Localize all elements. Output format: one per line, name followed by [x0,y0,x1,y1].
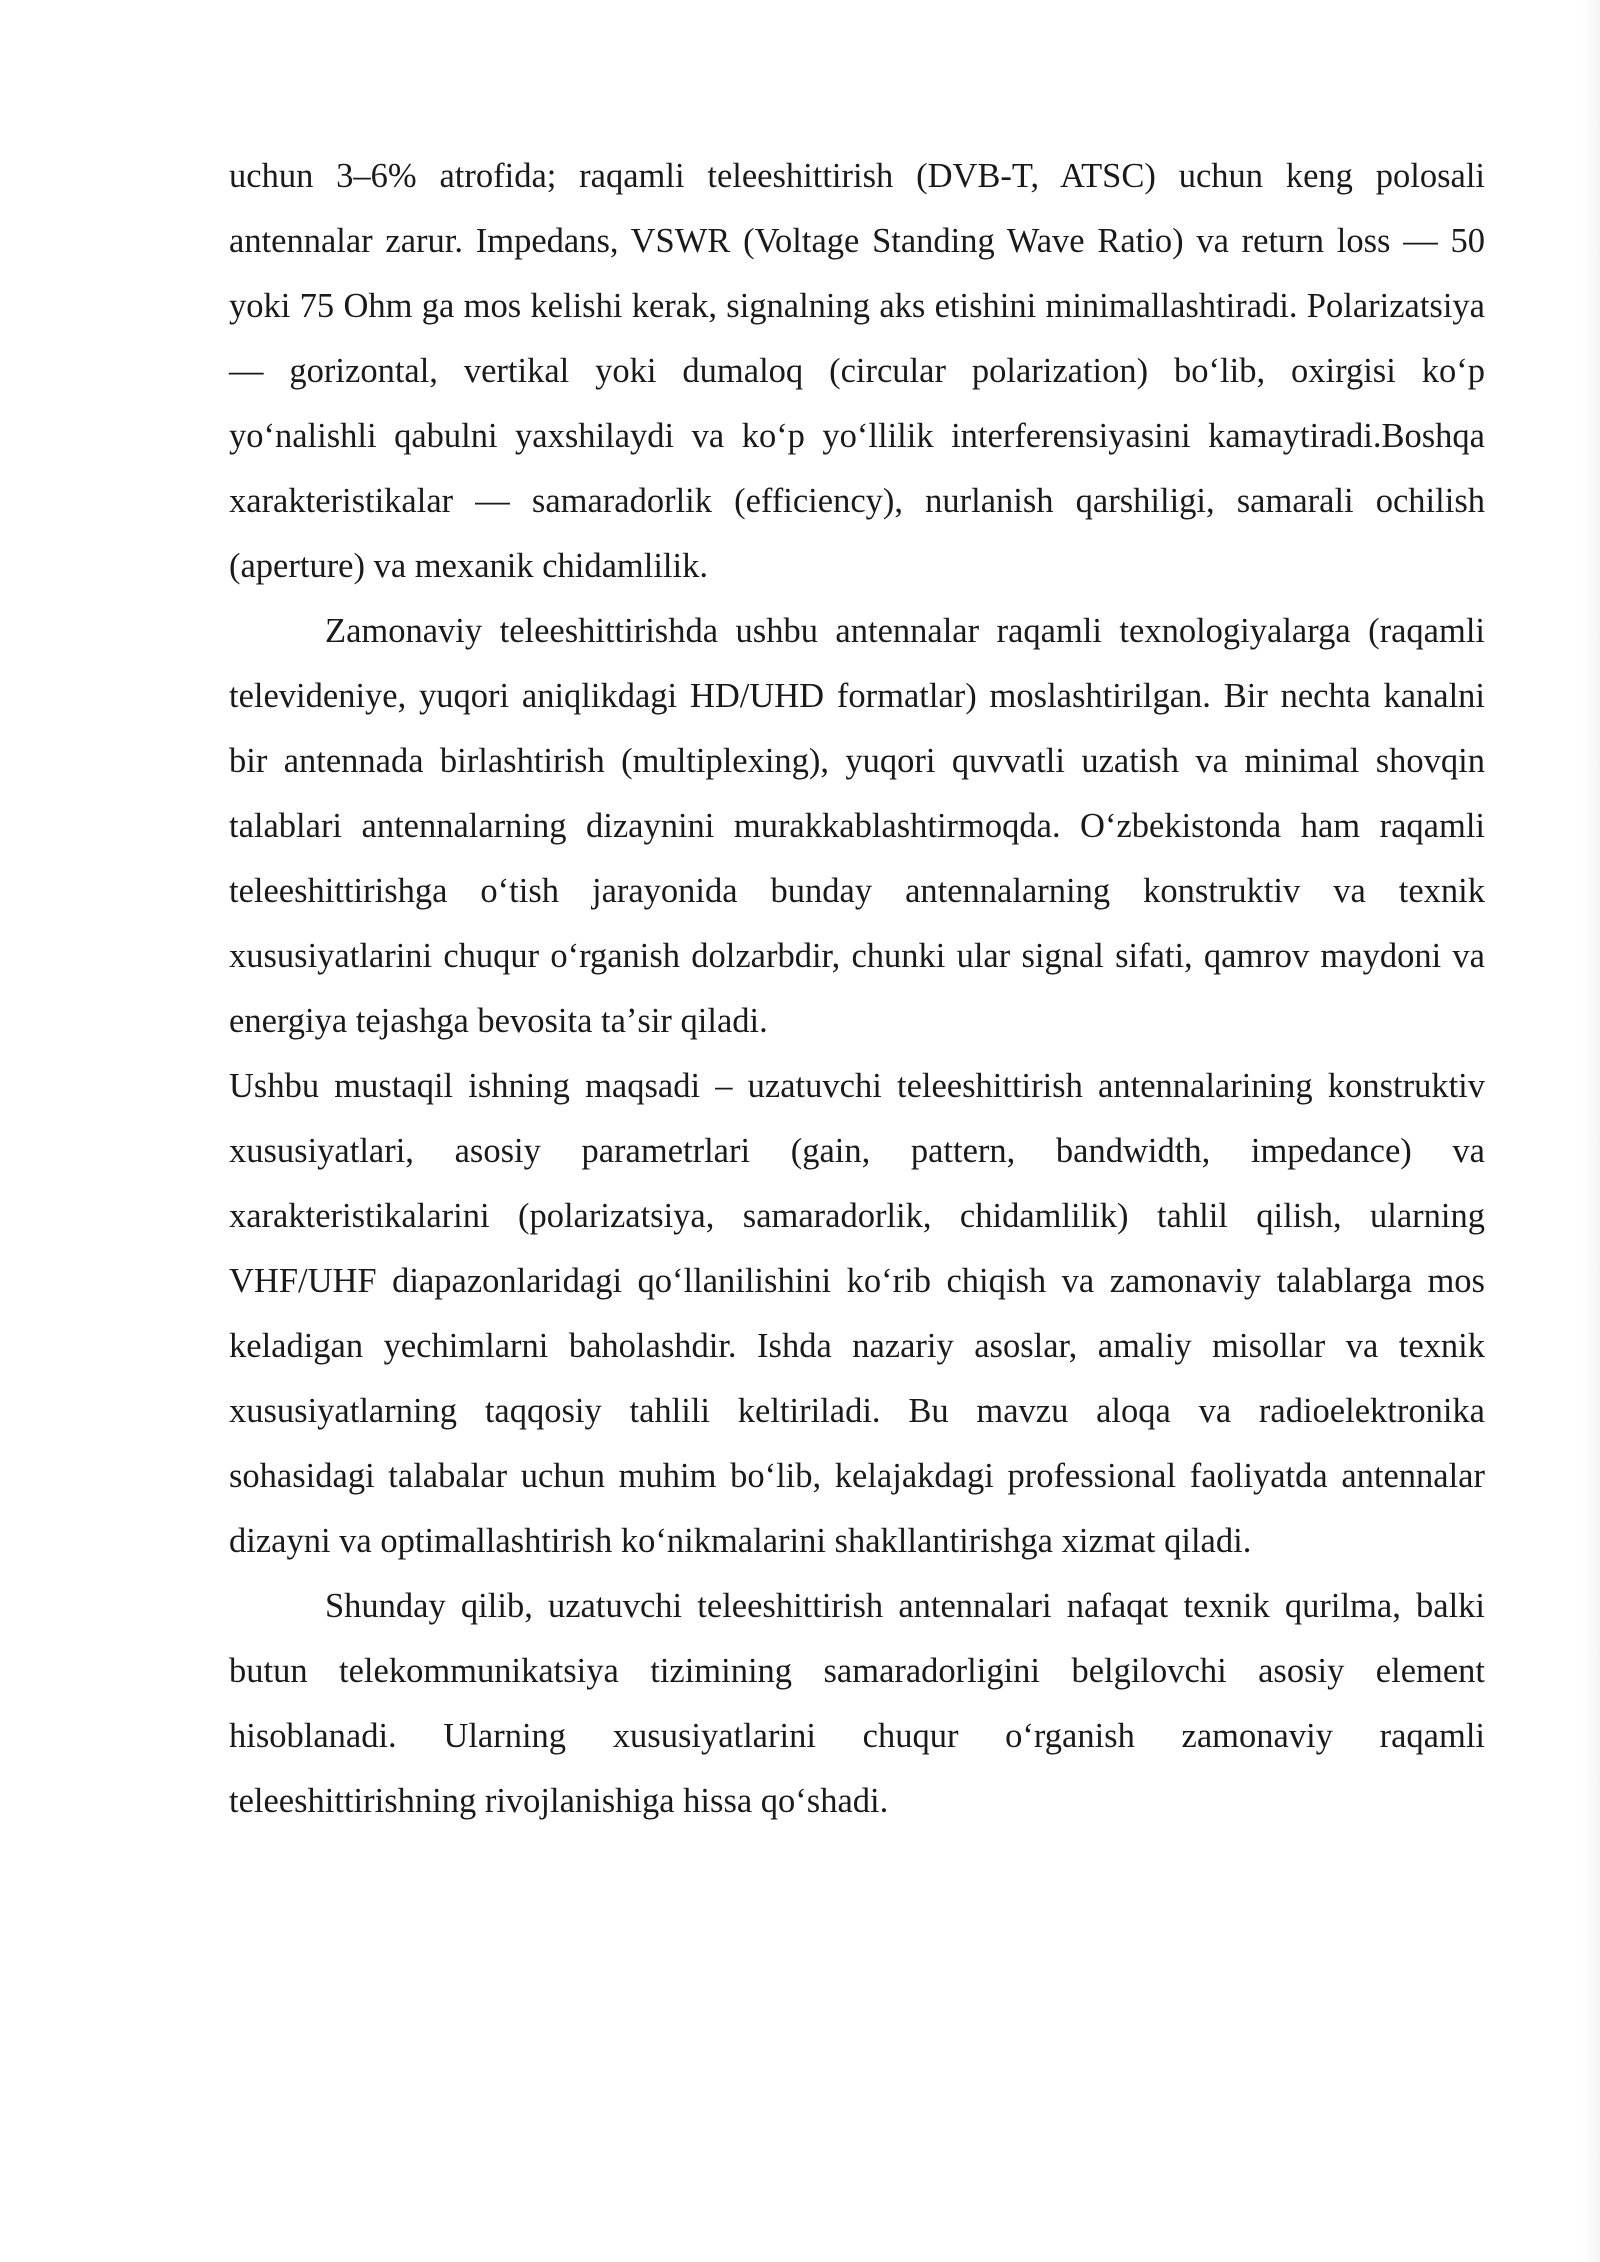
paragraph-polarization-characteristics: uchun 3–6% atrofida; raqamli teleeshittirish (DVB-T, ATSC) uchun keng polosali antennalar zarur. Impedans, VSWR (Voltage Standing Wave Ratio) va return loss — 50 yoki 75 Ohm ga mos kelishi kerak, signalning aks etishini minimallashtiradi. Polarizatsiya — gorizontal, vertikal yoki dumaloq (circular polarization) boʻlib, oxirgisi koʻp yoʻnalishli qabulni yaxshilaydi va koʻp yoʻllilik interferensiyasini kamaytiradi.Boshqa xarakteristikalar — samaradorlik (efficiency), nurlanish qarshiligi, samarali ochilish (aperture) va mexanik chidamlilik. [229,157,1485,585]
paragraph-modern-broadcasting: Zamonaviy teleeshittirishda ushbu antennalar raqamli texnologiyalarga (raqamli televideniye, yuqori aniqlikdagi HD/UHD formatlar) moslashtirilgan. Bir nechta kanalni bir antennada birlashtirish (multiplexing), yuqori quvvatli uzatish va minimal shovqin talablari antennalarning dizaynini murakkablashtirmoqda. Oʻzbekistonda ham raqamli teleeshittirishga oʻtish jarayonida bunday antennalarning konstruktiv va texnik xususiyatlarini chuqur oʻrganish dolzarbdir, chunki ular signal sifati, qamrov maydoni va energiya tejashga bevosita taʼsir qiladi. [229,612,1485,1040]
paragraph-conclusion: Shunday qilib, uzatuvchi teleeshittirish antennalari nafaqat texnik qurilma, balki butun telekommunikatsiya tizimining samaradorligini belgilovchi asosiy element hisoblanadi. Ularning xususiyatlarini chuqur oʻrganish zamonaviy raqamli teleeshittirishning rivojlanishiga hissa qoʻshadi. [229,1587,1485,1820]
paragraph-work-objective: Ushbu mustaqil ishning maqsadi – uzatuvchi teleeshittirish antennalarining konstruktiv xususiyatlari, asosiy parametrlari (gain, pattern, bandwidth, impedance) va xarakteristikalarini (polarizatsiya, samaradorlik, chidamlilik) tahlil qilish, ularning VHF/UHF diapazonlaridagi qoʻllanilishini koʻrib chiqish va zamonaviy talablarga mos keladigan yechimlarni baholashdir. Ishda nazariy asoslar, amaliy misollar va texnik xususiyatlarning taqqosiy tahlili keltiriladi. Bu mavzu aloqa va radioelektronika sohasidagi talabalar uchun muhim boʻlib, kelajakdagi professional faoliyatda antennalar dizayni va optimallashtirish koʻnikmalarini shakllantirishga xizmat qiladi. [229,1067,1485,1560]
document-body [229,144,1485,1834]
page-edge-shadow [1582,0,1600,2262]
